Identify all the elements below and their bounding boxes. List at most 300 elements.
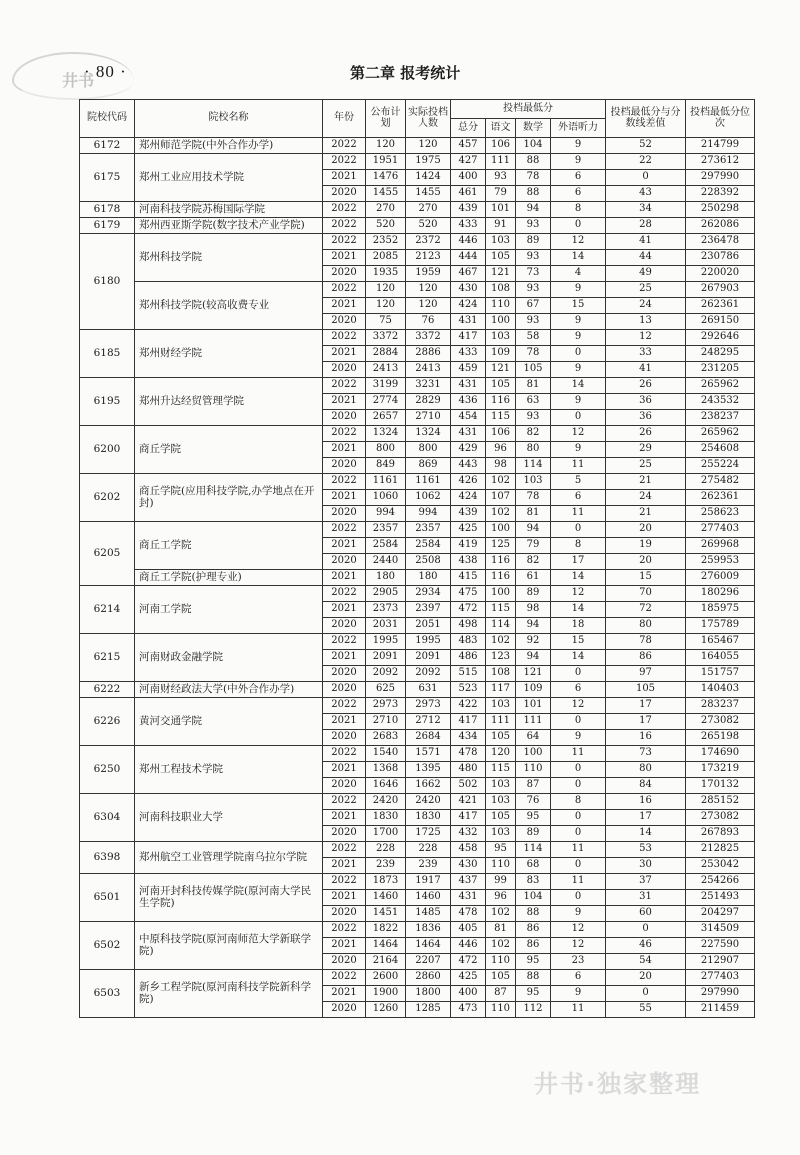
cell-total: 478 xyxy=(451,906,486,922)
cell-diff: 46 xyxy=(606,938,686,954)
cell-chinese: 117 xyxy=(486,682,516,698)
cell-listening: 9 xyxy=(551,442,606,458)
cell-plan: 75 xyxy=(366,314,406,330)
col-total: 总分 xyxy=(451,119,486,138)
school-code: 6202 xyxy=(80,474,135,522)
cell-math: 93 xyxy=(516,218,551,234)
cell-plan: 1260 xyxy=(366,1002,406,1018)
cell-plan: 120 xyxy=(366,282,406,298)
table-row xyxy=(80,586,755,602)
cell-total: 467 xyxy=(451,266,486,282)
cell-diff: 0 xyxy=(606,986,686,1002)
school-name: 河南工学院 xyxy=(135,586,323,634)
cell-math: 61 xyxy=(516,570,551,586)
cell-rank: 277403 xyxy=(686,522,755,538)
cell-listening: 0 xyxy=(551,522,606,538)
school-name: 郑州科技学院(较高收费专业 xyxy=(135,282,323,330)
cell-chinese: 103 xyxy=(486,826,516,842)
cell-chinese: 95 xyxy=(486,842,516,858)
cell-actual: 1062 xyxy=(406,490,451,506)
cell-actual: 1917 xyxy=(406,874,451,890)
cell-math: 89 xyxy=(516,586,551,602)
cell-diff: 54 xyxy=(606,954,686,970)
cell-year: 2020 xyxy=(323,954,366,970)
cell-year: 2021 xyxy=(323,858,366,874)
col-min-group: 投档最低分 xyxy=(451,100,606,119)
cell-chinese: 105 xyxy=(486,970,516,986)
cell-year: 2020 xyxy=(323,1002,366,1018)
cell-chinese: 107 xyxy=(486,490,516,506)
cell-chinese: 105 xyxy=(486,730,516,746)
cell-math: 82 xyxy=(516,554,551,570)
cell-listening: 0 xyxy=(551,410,606,426)
cell-actual: 631 xyxy=(406,682,451,698)
cell-rank: 204297 xyxy=(686,906,755,922)
cell-year: 2022 xyxy=(323,970,366,986)
table-row xyxy=(80,746,755,762)
cell-actual: 2091 xyxy=(406,650,451,666)
cell-listening: 11 xyxy=(551,746,606,762)
cell-chinese: 106 xyxy=(486,426,516,442)
cell-listening: 6 xyxy=(551,970,606,986)
cell-math: 95 xyxy=(516,954,551,970)
cell-diff: 53 xyxy=(606,842,686,858)
cell-year: 2021 xyxy=(323,538,366,554)
cell-math: 89 xyxy=(516,826,551,842)
cell-listening: 0 xyxy=(551,346,606,362)
cell-listening: 9 xyxy=(551,138,606,154)
cell-actual: 2829 xyxy=(406,394,451,410)
cell-year: 2022 xyxy=(323,202,366,218)
cell-chinese: 111 xyxy=(486,154,516,170)
school-code: 6178 xyxy=(80,202,135,218)
cell-listening: 9 xyxy=(551,282,606,298)
cell-chinese: 98 xyxy=(486,458,516,474)
cell-chinese: 123 xyxy=(486,650,516,666)
cell-rank: 285152 xyxy=(686,794,755,810)
cell-rank: 228392 xyxy=(686,186,755,202)
cell-total: 400 xyxy=(451,170,486,186)
school-name: 河南财政金融学院 xyxy=(135,634,323,682)
cell-listening: 5 xyxy=(551,474,606,490)
cell-math: 86 xyxy=(516,922,551,938)
school-name: 河南科技职业大学 xyxy=(135,794,323,842)
cell-math: 83 xyxy=(516,874,551,890)
cell-diff: 17 xyxy=(606,714,686,730)
school-name: 郑州升达经贸管理学院 xyxy=(135,378,323,426)
cell-plan: 2420 xyxy=(366,794,406,810)
cell-year: 2021 xyxy=(323,570,366,586)
cell-listening: 6 xyxy=(551,490,606,506)
cell-plan: 2031 xyxy=(366,618,406,634)
cell-actual: 1662 xyxy=(406,778,451,794)
cell-plan: 180 xyxy=(366,570,406,586)
cell-diff: 70 xyxy=(606,586,686,602)
cell-total: 422 xyxy=(451,698,486,714)
cell-listening: 0 xyxy=(551,666,606,682)
cell-listening: 9 xyxy=(551,906,606,922)
cell-plan: 2657 xyxy=(366,410,406,426)
cell-actual: 869 xyxy=(406,458,451,474)
school-name: 郑州科技学院 xyxy=(135,234,323,282)
cell-math: 88 xyxy=(516,154,551,170)
cell-rank: 258623 xyxy=(686,506,755,522)
cell-total: 431 xyxy=(451,890,486,906)
cell-chinese: 101 xyxy=(486,202,516,218)
cell-listening: 0 xyxy=(551,810,606,826)
cell-rank: 254608 xyxy=(686,442,755,458)
cell-total: 457 xyxy=(451,138,486,154)
cell-listening: 11 xyxy=(551,506,606,522)
cell-plan: 625 xyxy=(366,682,406,698)
cell-rank: 265962 xyxy=(686,426,755,442)
cell-rank: 211459 xyxy=(686,1002,755,1018)
cell-actual: 239 xyxy=(406,858,451,874)
cell-plan: 1822 xyxy=(366,922,406,938)
school-code: 6175 xyxy=(80,154,135,202)
col-code: 院校代码 xyxy=(80,100,135,138)
cell-plan: 2710 xyxy=(366,714,406,730)
cell-rank: 230786 xyxy=(686,250,755,266)
cell-actual: 1571 xyxy=(406,746,451,762)
cell-diff: 34 xyxy=(606,202,686,218)
cell-total: 498 xyxy=(451,618,486,634)
cell-diff: 15 xyxy=(606,570,686,586)
cell-rank: 297990 xyxy=(686,986,755,1002)
cell-total: 427 xyxy=(451,154,486,170)
cell-plan: 2973 xyxy=(366,698,406,714)
cell-actual: 2372 xyxy=(406,234,451,250)
table-row xyxy=(80,378,755,394)
cell-year: 2020 xyxy=(323,186,366,202)
col-actual: 实际投档人数 xyxy=(406,100,451,138)
cell-total: 483 xyxy=(451,634,486,650)
cell-math: 112 xyxy=(516,1002,551,1018)
cell-year: 2020 xyxy=(323,362,366,378)
cell-diff: 0 xyxy=(606,922,686,938)
cell-listening: 9 xyxy=(551,730,606,746)
cell-listening: 12 xyxy=(551,234,606,250)
cell-plan: 3199 xyxy=(366,378,406,394)
cell-plan: 1455 xyxy=(366,186,406,202)
cell-diff: 21 xyxy=(606,474,686,490)
cell-year: 2022 xyxy=(323,378,366,394)
cell-plan: 120 xyxy=(366,138,406,154)
cell-listening: 6 xyxy=(551,170,606,186)
cell-diff: 41 xyxy=(606,234,686,250)
school-name: 郑州工业应用技术学院 xyxy=(135,154,323,202)
cell-rank: 255224 xyxy=(686,458,755,474)
cell-diff: 44 xyxy=(606,250,686,266)
cell-plan: 520 xyxy=(366,218,406,234)
cell-chinese: 96 xyxy=(486,442,516,458)
school-code: 6226 xyxy=(80,698,135,746)
col-year: 年份 xyxy=(323,100,366,138)
cell-year: 2021 xyxy=(323,762,366,778)
cell-year: 2022 xyxy=(323,138,366,154)
cell-actual: 270 xyxy=(406,202,451,218)
cell-year: 2021 xyxy=(323,810,366,826)
cell-math: 81 xyxy=(516,506,551,522)
cell-actual: 120 xyxy=(406,282,451,298)
cell-diff: 30 xyxy=(606,858,686,874)
cell-rank: 275482 xyxy=(686,474,755,490)
cell-listening: 9 xyxy=(551,314,606,330)
cell-total: 439 xyxy=(451,202,486,218)
footer-watermark: 井书·独家整理 xyxy=(534,1070,702,1098)
cell-actual: 1800 xyxy=(406,986,451,1002)
cell-math: 78 xyxy=(516,170,551,186)
school-code: 6179 xyxy=(80,218,135,234)
cell-diff: 16 xyxy=(606,730,686,746)
cell-total: 436 xyxy=(451,394,486,410)
cell-rank: 262086 xyxy=(686,218,755,234)
cell-year: 2022 xyxy=(323,634,366,650)
cell-diff: 33 xyxy=(606,346,686,362)
cell-plan: 994 xyxy=(366,506,406,522)
cell-year: 2020 xyxy=(323,826,366,842)
cell-chinese: 121 xyxy=(486,266,516,282)
cell-diff: 20 xyxy=(606,970,686,986)
cell-listening: 8 xyxy=(551,538,606,554)
cell-rank: 292646 xyxy=(686,330,755,346)
cell-year: 2022 xyxy=(323,842,366,858)
cell-math: 110 xyxy=(516,762,551,778)
cell-rank: 180296 xyxy=(686,586,755,602)
school-name: 黄河交通学院 xyxy=(135,698,323,746)
cell-year: 2021 xyxy=(323,986,366,1002)
table-row xyxy=(80,138,755,154)
cell-chinese: 103 xyxy=(486,794,516,810)
cell-plan: 1161 xyxy=(366,474,406,490)
school-code: 6398 xyxy=(80,842,135,874)
cell-diff: 36 xyxy=(606,410,686,426)
cell-chinese: 81 xyxy=(486,922,516,938)
cell-diff: 84 xyxy=(606,778,686,794)
cell-rank: 227590 xyxy=(686,938,755,954)
cell-listening: 9 xyxy=(551,986,606,1002)
cell-math: 95 xyxy=(516,986,551,1002)
cell-chinese: 110 xyxy=(486,954,516,970)
cell-math: 93 xyxy=(516,314,551,330)
cell-diff: 25 xyxy=(606,282,686,298)
cell-year: 2021 xyxy=(323,602,366,618)
col-plan: 公布计划 xyxy=(366,100,406,138)
cell-listening: 15 xyxy=(551,298,606,314)
cell-listening: 23 xyxy=(551,954,606,970)
cell-actual: 2092 xyxy=(406,666,451,682)
cell-chinese: 102 xyxy=(486,938,516,954)
cell-diff: 80 xyxy=(606,618,686,634)
cell-plan: 1830 xyxy=(366,810,406,826)
cell-diff: 31 xyxy=(606,890,686,906)
cell-actual: 1161 xyxy=(406,474,451,490)
cell-listening: 14 xyxy=(551,602,606,618)
cell-chinese: 103 xyxy=(486,330,516,346)
cell-listening: 14 xyxy=(551,650,606,666)
school-name: 河南开封科技传媒学院(原河南大学民生学院) xyxy=(135,874,323,922)
cell-actual: 120 xyxy=(406,138,451,154)
cell-total: 432 xyxy=(451,826,486,842)
cell-actual: 1995 xyxy=(406,634,451,650)
cell-rank: 254266 xyxy=(686,874,755,890)
cell-year: 2022 xyxy=(323,426,366,442)
cell-actual: 76 xyxy=(406,314,451,330)
cell-total: 478 xyxy=(451,746,486,762)
cell-listening: 0 xyxy=(551,778,606,794)
table-row xyxy=(80,282,755,298)
cell-total: 417 xyxy=(451,330,486,346)
school-code: 6172 xyxy=(80,138,135,154)
table-row xyxy=(80,154,755,170)
cell-math: 81 xyxy=(516,378,551,394)
table-row xyxy=(80,698,755,714)
cell-math: 104 xyxy=(516,138,551,154)
school-code: 6250 xyxy=(80,746,135,794)
cell-rank: 151757 xyxy=(686,666,755,682)
cell-year: 2020 xyxy=(323,666,366,682)
cell-plan: 1646 xyxy=(366,778,406,794)
school-name: 郑州师范学院(中外合作办学) xyxy=(135,138,323,154)
cell-year: 2021 xyxy=(323,650,366,666)
cell-math: 78 xyxy=(516,490,551,506)
cell-total: 419 xyxy=(451,538,486,554)
cell-diff: 49 xyxy=(606,266,686,282)
school-name: 商丘工学院(护理专业) xyxy=(135,570,323,586)
school-name: 商丘学院(应用科技学院,办学地点在开封) xyxy=(135,474,323,522)
cell-math: 82 xyxy=(516,426,551,442)
cell-diff: 17 xyxy=(606,810,686,826)
cell-plan: 1700 xyxy=(366,826,406,842)
cell-diff: 24 xyxy=(606,298,686,314)
cell-math: 114 xyxy=(516,842,551,858)
cell-actual: 2051 xyxy=(406,618,451,634)
table-row xyxy=(80,682,755,698)
cell-year: 2020 xyxy=(323,682,366,698)
admission-table xyxy=(79,99,755,1018)
school-code: 6200 xyxy=(80,426,135,474)
cell-total: 430 xyxy=(451,858,486,874)
cell-rank: 212825 xyxy=(686,842,755,858)
cell-rank: 174690 xyxy=(686,746,755,762)
cell-plan: 2092 xyxy=(366,666,406,682)
table-body xyxy=(80,138,755,1018)
cell-listening: 9 xyxy=(551,330,606,346)
cell-diff: 41 xyxy=(606,362,686,378)
cell-chinese: 115 xyxy=(486,410,516,426)
cell-year: 2020 xyxy=(323,554,366,570)
cell-diff: 80 xyxy=(606,762,686,778)
cell-diff: 55 xyxy=(606,1002,686,1018)
cell-actual: 1959 xyxy=(406,266,451,282)
school-code: 6222 xyxy=(80,682,135,698)
cell-chinese: 120 xyxy=(486,746,516,762)
cell-diff: 24 xyxy=(606,490,686,506)
cell-listening: 4 xyxy=(551,266,606,282)
cell-actual: 2357 xyxy=(406,522,451,538)
cell-rank: 175789 xyxy=(686,618,755,634)
cell-total: 439 xyxy=(451,506,486,522)
cell-actual: 2684 xyxy=(406,730,451,746)
cell-diff: 78 xyxy=(606,634,686,650)
cell-listening: 8 xyxy=(551,202,606,218)
cell-plan: 2085 xyxy=(366,250,406,266)
cell-rank: 253042 xyxy=(686,858,755,874)
school-name: 郑州财经学院 xyxy=(135,330,323,378)
cell-rank: 262361 xyxy=(686,298,755,314)
cell-chinese: 105 xyxy=(486,810,516,826)
school-name: 河南财经政法大学(中外合作办学) xyxy=(135,682,323,698)
table-row xyxy=(80,330,755,346)
cell-plan: 2413 xyxy=(366,362,406,378)
cell-diff: 52 xyxy=(606,138,686,154)
cell-year: 2022 xyxy=(323,746,366,762)
cell-year: 2020 xyxy=(323,458,366,474)
cell-rank: 314509 xyxy=(686,922,755,938)
school-name: 郑州工程技术学院 xyxy=(135,746,323,794)
cell-actual: 520 xyxy=(406,218,451,234)
cell-listening: 8 xyxy=(551,794,606,810)
cell-math: 88 xyxy=(516,906,551,922)
cell-rank: 220020 xyxy=(686,266,755,282)
cell-total: 425 xyxy=(451,970,486,986)
cell-total: 417 xyxy=(451,714,486,730)
cell-total: 502 xyxy=(451,778,486,794)
cell-actual: 3372 xyxy=(406,330,451,346)
cell-diff: 25 xyxy=(606,458,686,474)
cell-year: 2020 xyxy=(323,618,366,634)
cell-math: 88 xyxy=(516,186,551,202)
cell-plan: 1368 xyxy=(366,762,406,778)
cell-total: 443 xyxy=(451,458,486,474)
cell-chinese: 116 xyxy=(486,570,516,586)
col-math: 数学 xyxy=(516,119,551,138)
cell-math: 94 xyxy=(516,202,551,218)
cell-chinese: 121 xyxy=(486,362,516,378)
cell-math: 103 xyxy=(516,474,551,490)
cell-diff: 26 xyxy=(606,426,686,442)
cell-plan: 2357 xyxy=(366,522,406,538)
cell-rank: 212907 xyxy=(686,954,755,970)
cell-math: 76 xyxy=(516,794,551,810)
school-name: 河南科技学院苏梅国际学院 xyxy=(135,202,323,218)
cell-plan: 1476 xyxy=(366,170,406,186)
cell-listening: 11 xyxy=(551,458,606,474)
cell-listening: 11 xyxy=(551,842,606,858)
cell-plan: 3372 xyxy=(366,330,406,346)
cell-year: 2020 xyxy=(323,410,366,426)
cell-actual: 2860 xyxy=(406,970,451,986)
cell-listening: 12 xyxy=(551,938,606,954)
cell-plan: 1451 xyxy=(366,906,406,922)
cell-math: 121 xyxy=(516,666,551,682)
cell-rank: 173219 xyxy=(686,762,755,778)
cell-math: 93 xyxy=(516,282,551,298)
cell-actual: 1830 xyxy=(406,810,451,826)
cell-listening: 0 xyxy=(551,218,606,234)
cell-rank: 185975 xyxy=(686,602,755,618)
cell-plan: 2373 xyxy=(366,602,406,618)
cell-rank: 165467 xyxy=(686,634,755,650)
cell-total: 424 xyxy=(451,298,486,314)
cell-actual: 2123 xyxy=(406,250,451,266)
cell-total: 433 xyxy=(451,346,486,362)
cell-rank: 214799 xyxy=(686,138,755,154)
col-diff: 投档最低分与分数线差值 xyxy=(606,100,686,138)
cell-year: 2020 xyxy=(323,730,366,746)
cell-rank: 273612 xyxy=(686,154,755,170)
cell-total: 437 xyxy=(451,874,486,890)
